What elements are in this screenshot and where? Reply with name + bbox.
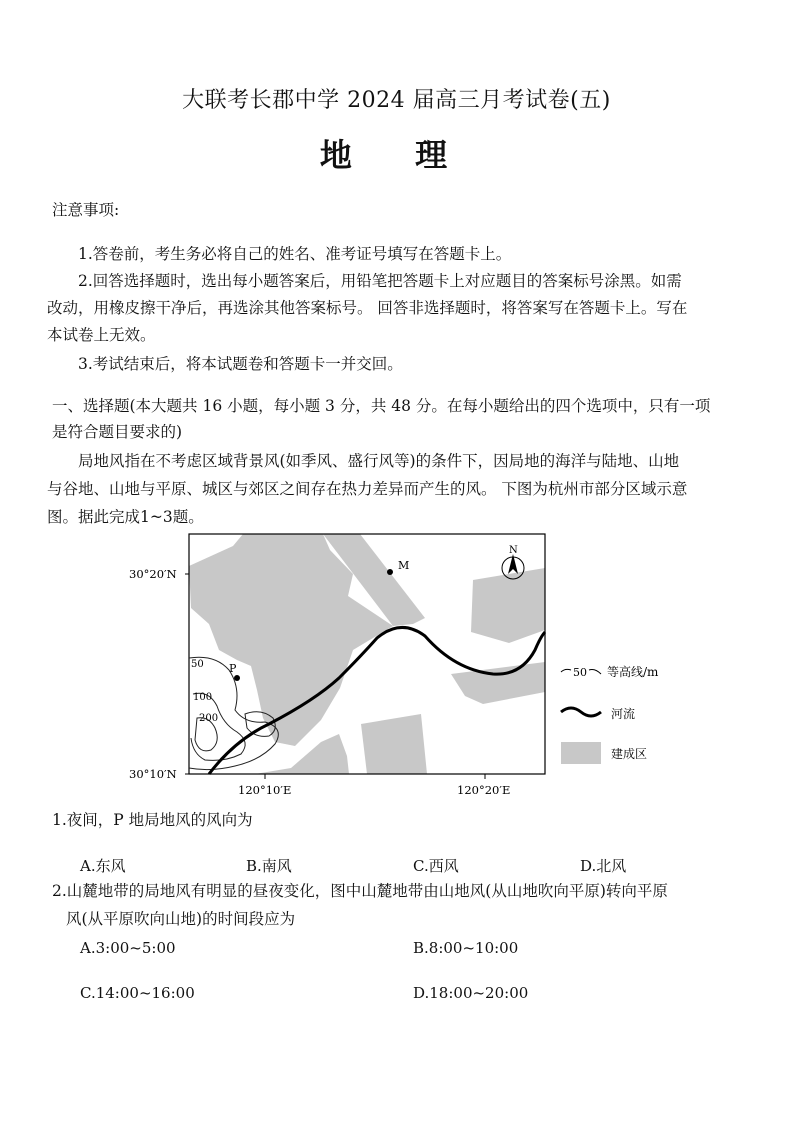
legend-contour-label: 等高线/m [607,665,659,679]
lat-label-top: 30°20′N [129,567,177,581]
notice-item-2-cont: 改动，用橡皮擦干净后，再选涂其他答案标号。 回答非选择题时，将答案写在答题卡上。写在 [47,299,688,317]
q2-option-b[interactable]: B.8:00~10:00 [413,939,519,957]
section-heading-cont: 是符合题目要求的) [52,423,183,441]
q2-option-d[interactable]: D.18:00~20:00 [413,984,529,1002]
legend-contour-value: 50 [573,666,587,679]
contour-label-50: 50 [191,659,204,670]
lon-label-right: 120°20′E [457,783,511,797]
map-legend [561,664,659,764]
notice-heading: 注意事项: [52,201,120,219]
notice-item-2-end: 本试卷上无效。 [47,326,156,344]
exam-title: 大联考长郡中学 2024 届高三月考试卷(五) [182,88,611,113]
question-1-stem: 1.夜间，P 地局地风的风向为 [52,811,253,829]
q1-option-c[interactable]: C.西风 [413,857,459,875]
q1-option-b[interactable]: B.南风 [246,857,292,875]
intro-line-3: 图。据此完成1~3题。 [47,508,204,526]
contour-label-100: 100 [193,692,213,703]
legend-river-label: 河流 [611,707,636,721]
q2-option-a[interactable]: A.3:00~5:00 [80,939,176,957]
notice-item-3: 3.考试结束后，将本试题卷和答题卡一并交回。 [78,355,403,373]
question-2-stem-cont: 风(从平原吹向山地)的时间段应为 [66,910,296,928]
point-p-label: P [229,662,237,675]
north-label: N [509,545,518,556]
q2-option-c[interactable]: C.14:00~16:00 [80,984,195,1002]
notice-item-1: 1.答卷前，考生务必将自己的姓名、准考证号填写在答题卡上。 [78,245,512,263]
subject-title: 地 理 [319,136,474,174]
notice-item-2: 2.回答选择题时，选出每小题答案后，用铅笔把答题卡上对应题目的答案标号涂黑。如需 [78,272,682,290]
lat-label-bottom: 30°10′N [129,767,177,781]
section-heading: 一、选择题(本大题共 16 小题，每小题 3 分，共 48 分。在每小题给出的四个选项中，只有一项 [52,397,711,415]
q1-option-d[interactable]: D.北风 [580,857,627,875]
question-2-stem: 2.山麓地带的局地风有明显的昼夜变化，图中山麓地带由山地风(从山地吹向平原)转向平原 [52,882,668,900]
legend-built-label: 建成区 [611,747,648,761]
hangzhou-map [125,528,670,800]
point-m-label: M [398,559,410,572]
q1-option-a[interactable]: A.东风 [80,857,126,875]
point-p-marker [234,675,240,681]
intro-line-1: 局地风指在不考虑区域背景风(如季风、盛行风等)的条件下，因局地的海洋与陆地、山地 [78,452,680,470]
lon-label-left: 120°10′E [238,783,292,797]
point-m-marker [387,569,393,575]
intro-line-2: 与谷地、山地与平原、城区与郊区之间存在热力差异而产生的风。 下图为杭州市部分区域示意 [47,480,688,498]
built-up-areas [189,534,545,774]
contour-label-200: 200 [199,713,219,724]
